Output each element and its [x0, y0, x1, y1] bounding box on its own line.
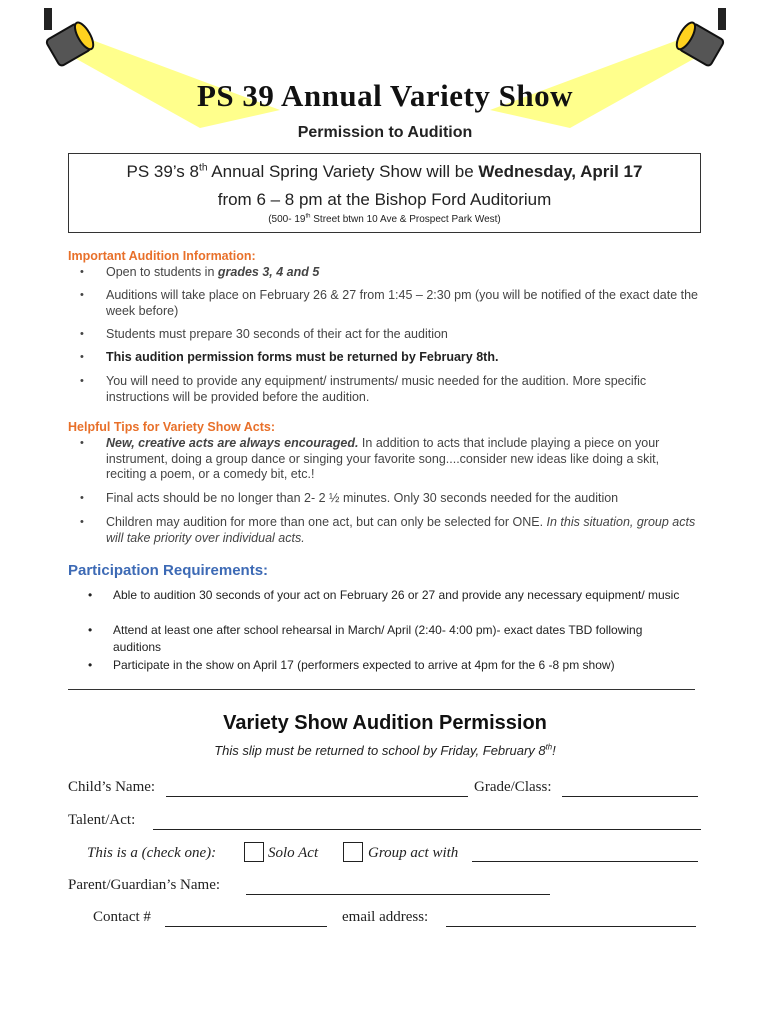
list-item: • Students must prepare 30 seconds of their act for the audition [80, 327, 448, 341]
child-name-label: Child’s Name: [68, 779, 156, 795]
contact-field[interactable] [165, 926, 327, 927]
list-item: • Children may audition for more than one act, but can only be selected for ONE. In this situation, group acts will take priority over individual acts. [80, 515, 696, 545]
solo-act-label: Solo Act [268, 845, 319, 861]
tips-heading: Helpful Tips for Variety Show Acts: [68, 420, 275, 434]
child-name-field[interactable] [166, 796, 468, 797]
participation-heading: Participation Requirements: [68, 562, 269, 579]
announcement-line-1: PS 39’s 8th Annual Spring Variety Show will be Wednesday, April 17 [126, 162, 643, 181]
list-item: • Final acts should be no longer than 2- 2 ½ minutes. Only 30 seconds needed for the audition [80, 491, 619, 505]
list-item: • You will need to provide any equipment/ instruments/ music needed for the audition. More specific instructions will be provided before the audition. [80, 374, 647, 404]
check-one-label: This is a (check one): [87, 845, 217, 861]
contact-label: Contact # [93, 909, 151, 925]
cut-line [68, 689, 695, 690]
list-item: • This audition permission forms must be returned by February 8th. [80, 350, 499, 364]
talent-label: Talent/Act: [68, 812, 136, 828]
email-field[interactable] [446, 926, 696, 927]
parent-name-field[interactable] [246, 894, 550, 895]
grade-field[interactable] [562, 796, 698, 797]
announcement-address: (500- 19th Street btwn 10 Ave & Prospect Park West) [268, 213, 501, 225]
audition-info-heading: Important Audition Information: [68, 249, 256, 263]
parent-name-label: Parent/Guardian’s Name: [68, 877, 221, 893]
list-item: • Participate in the show on April 17 (performers expected to arrive at 4pm for the 6 -8 pm show) [88, 658, 615, 672]
list-item: • New, creative acts are always encouraged. In addition to acts that include playing a piece on your instrument, doing a group dance or singing your favorite song....consider new ideas like doing a skit, reciting a poem, or a comedy bit, etc.! [80, 436, 660, 481]
list-item: • Auditions will take place on February 26 & 27 from 1:45 – 2:30 pm (you will be notified of the exact date the week before) [80, 288, 699, 318]
announcement-box [68, 153, 701, 233]
permission-subtitle: This slip must be returned to school by Friday, February 8th! [214, 742, 556, 758]
solo-act-checkbox[interactable] [244, 842, 264, 862]
page-title: PS 39 Annual Variety Show [197, 78, 573, 113]
talent-field[interactable] [153, 829, 701, 830]
page-subtitle: Permission to Audition [297, 124, 473, 141]
email-label: email address: [342, 909, 429, 925]
announcement-line-2: from 6 – 8 pm at the Bishop Ford Auditorium [217, 190, 552, 209]
grade-label: Grade/Class: [474, 779, 552, 795]
permission-title: Variety Show Audition Permission [223, 712, 547, 734]
group-act-label: Group act with [368, 845, 459, 861]
list-item: • Open to students in grades 3, 4 and 5 [80, 265, 320, 279]
list-item: • Able to audition 30 seconds of your act on February 26 or 27 and provide any necessary equipment/ music [88, 588, 680, 602]
group-act-checkbox[interactable] [343, 842, 363, 862]
list-item: • Attend at least one after school rehearsal in March/ April (2:40- 4:00 pm)- exact dates TBD following auditions [88, 623, 643, 654]
group-act-field[interactable] [472, 861, 698, 862]
